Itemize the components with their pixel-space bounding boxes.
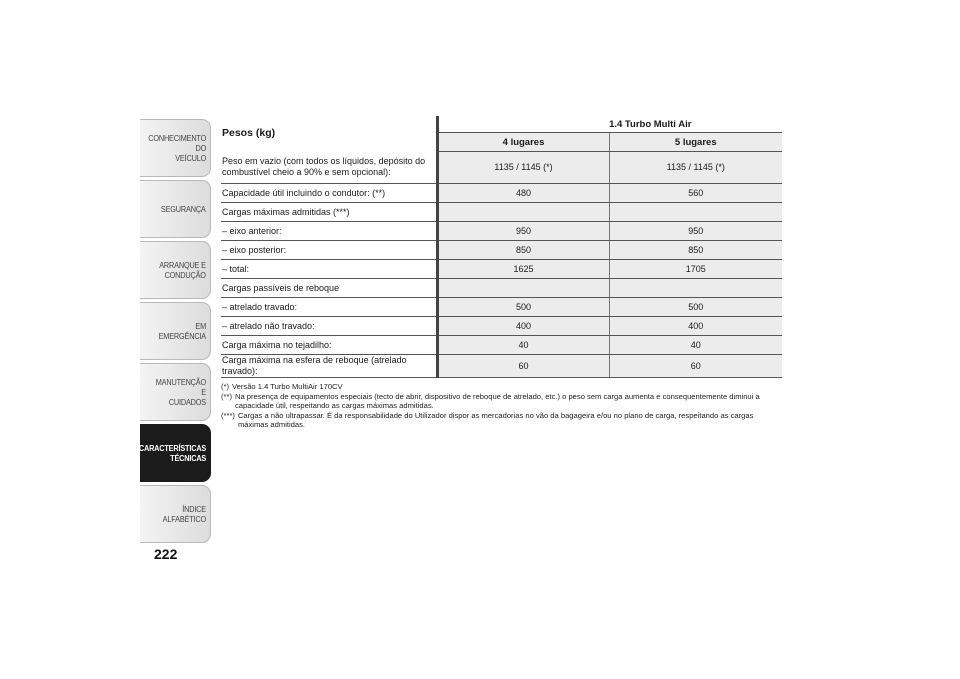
page-number: 222 xyxy=(154,546,178,562)
table-row xyxy=(221,152,782,184)
value-4-seats: 1135 / 1145 (*) xyxy=(437,152,609,184)
tab-arranque-e-conducao[interactable] xyxy=(140,241,211,299)
value-4-seats: 400 xyxy=(437,317,609,336)
tab-label: ÍNDICE ALFABÉTICO xyxy=(162,504,206,524)
value-5-seats: 560 xyxy=(609,184,782,203)
row-label: Cargas máximas admitidas (***) xyxy=(221,203,437,222)
footnote xyxy=(221,392,782,410)
footnote-mark: (*) xyxy=(221,382,230,391)
tab-indice-alfabetico[interactable] xyxy=(140,485,211,543)
row-label: Capacidade útil incluindo o condutor: (**) xyxy=(221,184,437,203)
value-5-seats: 400 xyxy=(609,317,782,336)
value-4-seats: 1625 xyxy=(437,260,609,279)
tab-label: SEGURANÇA xyxy=(161,204,206,214)
table-row xyxy=(221,317,782,336)
footnote xyxy=(221,411,782,429)
row-label: Peso em vazio (com todos os líquidos, depósito do combustível cheio a 90% e sem opcional): xyxy=(221,152,437,184)
row-label: – eixo anterior: xyxy=(221,222,437,241)
value-4-seats: 950 xyxy=(437,222,609,241)
table-row xyxy=(221,336,782,355)
row-label: – atrelado não travado: xyxy=(221,317,437,336)
tab-caracteristicas-tecnicas[interactable] xyxy=(140,424,211,482)
value-5-seats: 40 xyxy=(609,336,782,355)
tab-label: MANUTENÇÃO E CUIDADOS xyxy=(155,377,206,407)
footnote-text: Versão 1.4 Turbo MultiAir 170CV xyxy=(232,382,343,391)
tab-seguranca[interactable] xyxy=(140,180,211,238)
table-row xyxy=(221,355,782,378)
value-5-seats: 1705 xyxy=(609,260,782,279)
row-label: – total: xyxy=(221,260,437,279)
tab-em-emergencia[interactable] xyxy=(140,302,211,360)
footnote-mark: (***) xyxy=(221,411,235,420)
engine-header: 1.4 Turbo Multi Air xyxy=(437,116,782,133)
tab-label: EM EMERGÊNCIA xyxy=(158,321,206,341)
weights-table xyxy=(221,116,782,378)
value-4-seats: 500 xyxy=(437,298,609,317)
table-row xyxy=(221,184,782,203)
table-row xyxy=(221,298,782,317)
value-4-seats: 850 xyxy=(437,241,609,260)
value-5-seats: 950 xyxy=(609,222,782,241)
footnote-mark: (**) xyxy=(221,392,232,401)
row-label: Carga máxima na esfera de reboque (atrelado travado): xyxy=(221,355,437,378)
value-5-seats: 850 xyxy=(609,241,782,260)
tab-label: CARACTERÍSTICAS TÉCNICAS xyxy=(138,443,206,463)
value-4-seats: 60 xyxy=(437,355,609,378)
weights-section xyxy=(221,116,782,430)
row-label: – atrelado travado: xyxy=(221,298,437,317)
table-row xyxy=(221,260,782,279)
column-header-4-seats: 4 lugares xyxy=(437,133,609,152)
footnote xyxy=(221,382,782,391)
table-row xyxy=(221,241,782,260)
footnotes xyxy=(221,382,782,429)
row-label: Carga máxima no tejadilho: xyxy=(221,336,437,355)
table-row xyxy=(221,279,782,298)
chapter-tabs xyxy=(140,119,211,546)
row-label: – eixo posterior: xyxy=(221,241,437,260)
tab-conhecimento-do-veiculo[interactable] xyxy=(140,119,211,177)
value-4-seats: 40 xyxy=(437,336,609,355)
table-title: Pesos (kg) xyxy=(222,127,276,140)
tab-label: ARRANQUE E CONDUÇÃO xyxy=(159,260,206,280)
table-row xyxy=(221,222,782,241)
value-5-seats xyxy=(609,203,782,222)
footnote-text: Cargas a não ultrapassar. É da responsabilidade do Utilizador dispor as mercadorias no vão da bagageira e/ou no plano de carga, respeitando as cargas máximas admitidas. xyxy=(237,411,754,429)
value-5-seats: 60 xyxy=(609,355,782,378)
value-5-seats: 500 xyxy=(609,298,782,317)
value-5-seats: 1135 / 1145 (*) xyxy=(609,152,782,184)
tab-label: CONHECIMENTO DO VEÍCULO xyxy=(148,133,206,163)
row-label: Cargas passíveis de reboque xyxy=(221,279,437,298)
footnote-text: Na presença de equipamentos especiais (tecto de abrir, dispositivo de reboque de atrelado, etc.) o peso sem carga aumenta e consequentemente diminui a capacidade útil, respeitando as cargas máximas admitidas. xyxy=(234,392,760,410)
tab-manutencao-e-cuidados[interactable] xyxy=(140,363,211,421)
value-4-seats xyxy=(437,279,609,298)
value-4-seats xyxy=(437,203,609,222)
value-4-seats: 480 xyxy=(437,184,609,203)
column-header-5-seats: 5 lugares xyxy=(609,133,782,152)
table-row xyxy=(221,203,782,222)
value-5-seats xyxy=(609,279,782,298)
